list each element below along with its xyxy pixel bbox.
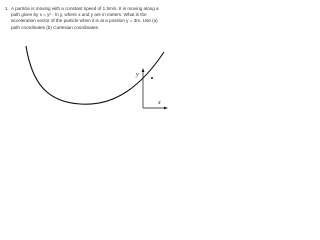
problem-number: 1. — [5, 6, 9, 11]
axis-x-label: x — [158, 100, 161, 106]
axis-y-label: y — [136, 72, 139, 78]
path-diagram — [18, 36, 168, 114]
problem-text: A particle is moving with a constant speed of 1.5m/s. It is moving along a path given by x = y² - ln y, where x and y are in meters. What is the acceleration vector of the particle when it is at a position y = 3m. Use (a) path coordinates (b) Cartesian coordinates. — [11, 6, 159, 30]
particle-marker — [151, 77, 153, 79]
problem-statement — [5, 6, 165, 31]
path-diagram-svg — [18, 36, 168, 114]
x-axis-arrowhead — [164, 107, 168, 110]
y-axis-arrowhead — [142, 68, 145, 72]
